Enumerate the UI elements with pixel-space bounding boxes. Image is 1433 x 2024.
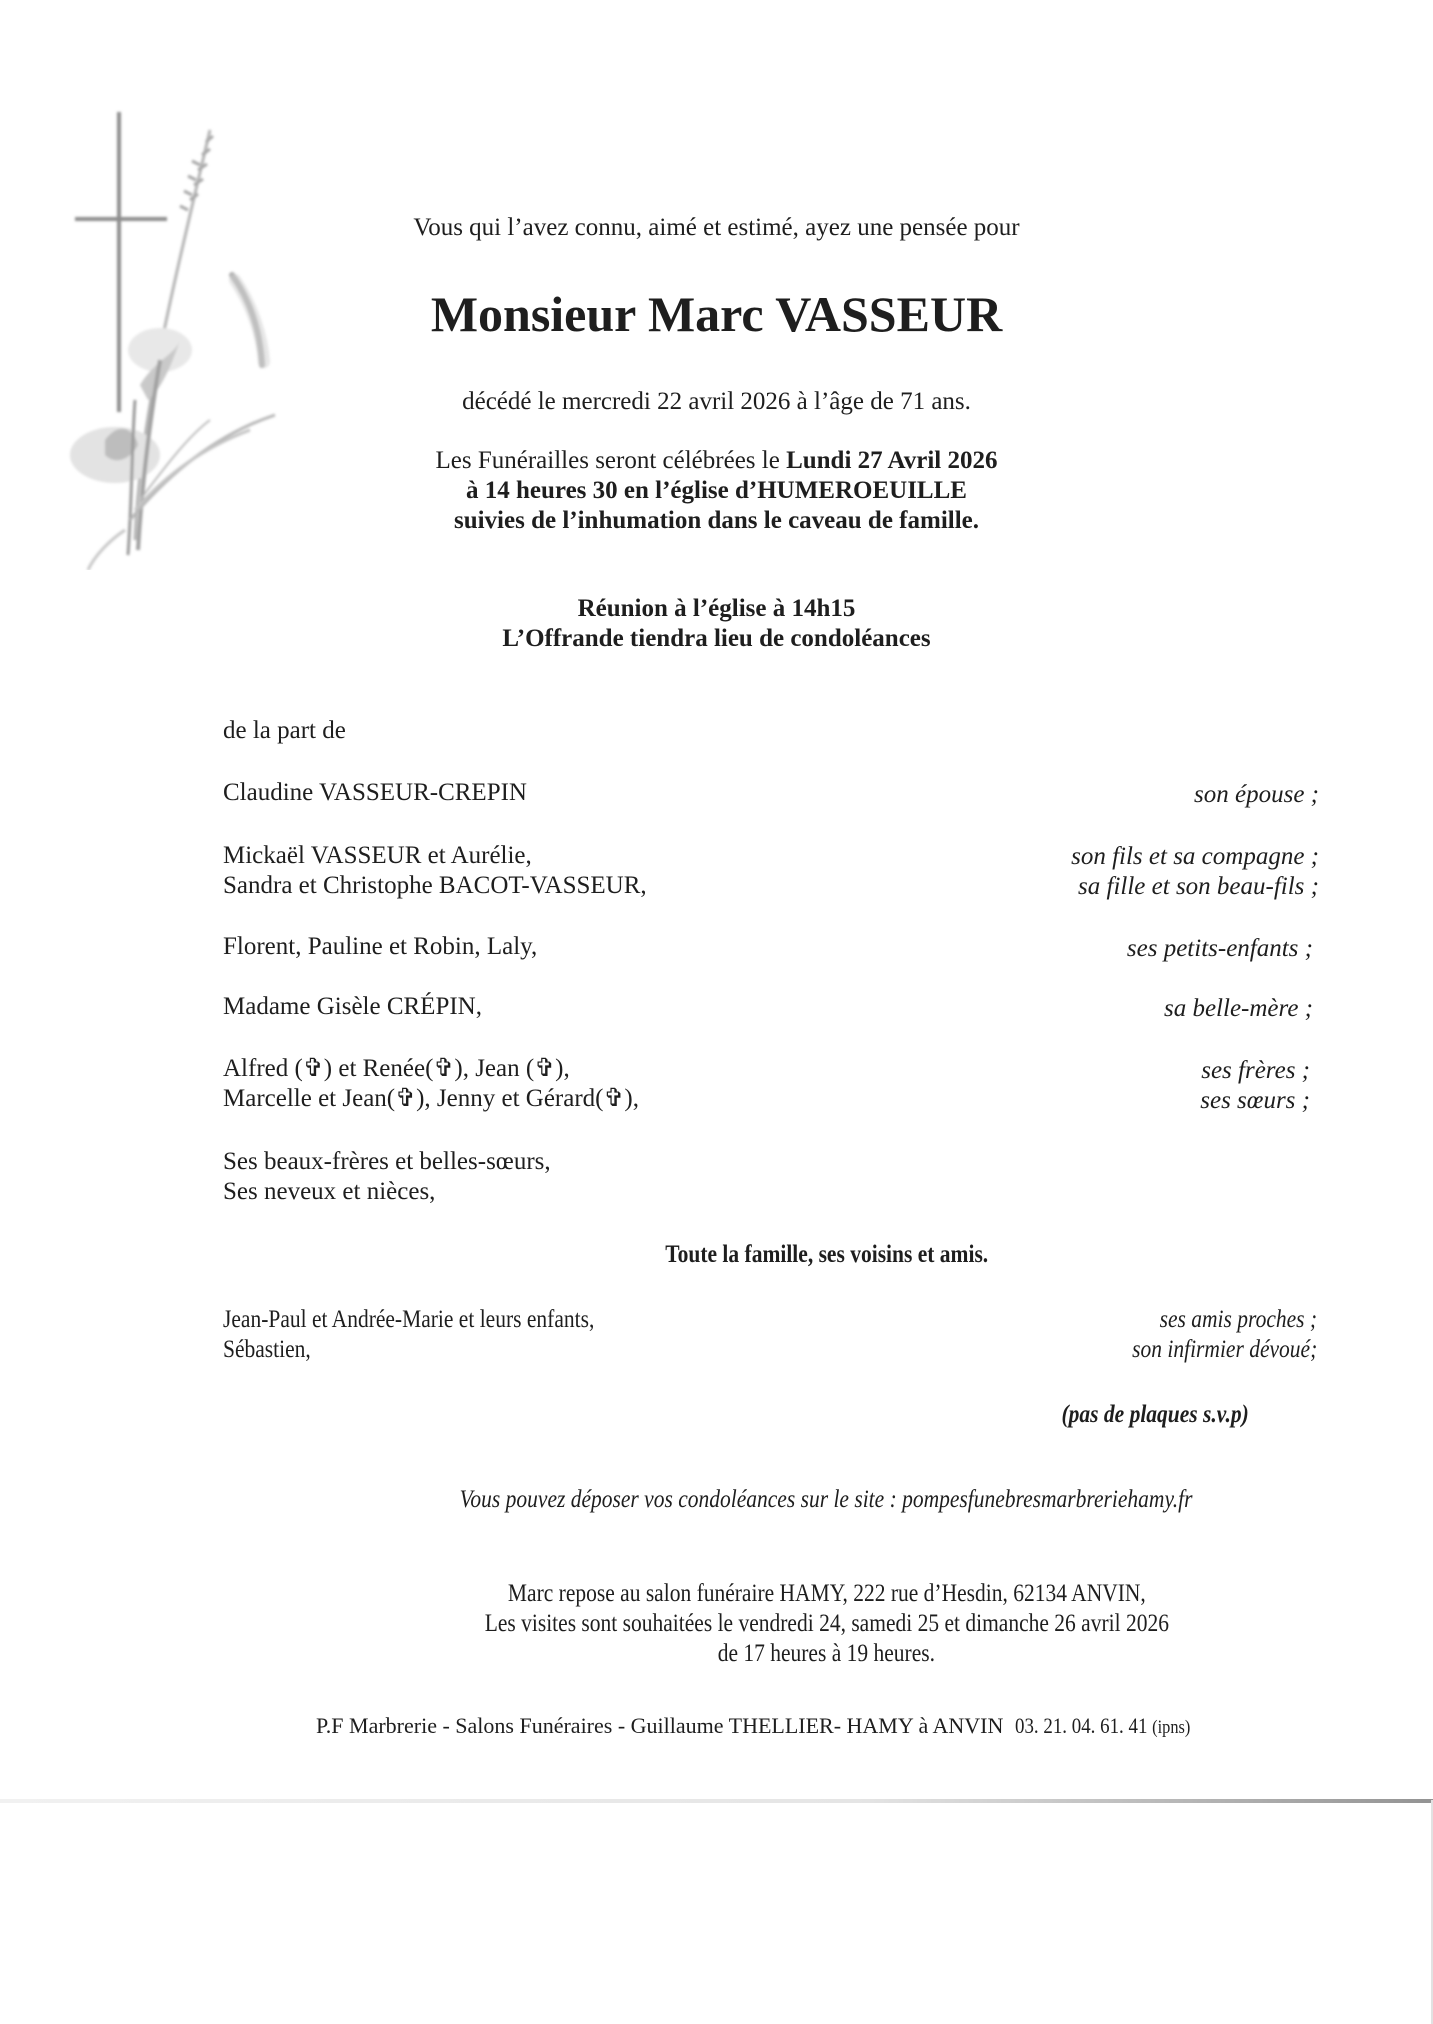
meeting-time: Réunion à l’église à 14h15 <box>577 595 856 622</box>
friend-name-text: Jean-Paul et Andrée-Marie et leurs enfants, <box>223 1306 595 1333</box>
footer-company-line <box>316 1712 1219 1742</box>
deceased-name: Monsieur Marc VASSEUR <box>430 286 1003 342</box>
footer-company: P.F Marbrerie - Salons Funéraires - Guillaume THELLIER- HAMY à ANVIN <box>316 1713 1004 1738</box>
funeral-time-place: à 14 heures 30 en l’église d’HUMEROEUILLE <box>466 477 967 504</box>
footer-phone-number: 03. 21. 04. 61. 41 <box>1014 1713 1148 1738</box>
family-name: Florent, Pauline et Robin, Laly, <box>223 933 538 960</box>
family-relation: sa belle-mère ; <box>1163 995 1313 1022</box>
page-edge-line <box>0 1799 1433 1803</box>
family-name: Claudine VASSEUR-CREPIN <box>223 779 527 806</box>
friend-relation-text: son infirmier dévoué; <box>1131 1336 1317 1363</box>
friend-name <box>223 1335 325 1365</box>
intro-text: Vous qui l’avez connu, aimé et estimé, ayez une pensée pour <box>413 214 1020 241</box>
family-name: Marcelle et Jean(✞), Jenny et Gérard(✞), <box>223 1085 640 1112</box>
friend-name-text: Sébastien, <box>223 1336 311 1363</box>
condolences-text: Vous pouvez déposer vos condoléances sur le site : pompesfunebresmarbreriehamy.fr <box>460 1486 1193 1513</box>
family-relation: ses frères ; <box>1201 1057 1310 1084</box>
no-plaques-text: (pas de plaques s.v.p) <box>1061 1401 1249 1428</box>
visit-line-1 <box>110 1579 1433 1609</box>
funeral-date-line <box>0 446 1433 476</box>
friend-relation <box>1134 1305 1317 1335</box>
all-family-text: Toute la famille, ses voisins et amis. <box>665 1241 988 1268</box>
funeral-date: Lundi 27 Avril 2026 <box>786 447 998 474</box>
funeral-intro: Les Funérailles seront célébrées le <box>435 447 787 474</box>
family-relation: ses petits-enfants ; <box>1126 935 1313 962</box>
offering-note: L’Offrande tiendra lieu de condoléances <box>502 625 931 652</box>
visit-line-2 <box>110 1609 1433 1639</box>
friend-relation-text: ses amis proches ; <box>1159 1306 1317 1333</box>
family-name: Ses beaux-frères et belles-sœurs, <box>223 1148 551 1175</box>
footer-phone <box>1015 1712 1190 1742</box>
death-notice: décédé le mercredi 22 avril 2026 à l’âge de 71 ans. <box>462 388 971 415</box>
friend-relation <box>1102 1335 1317 1365</box>
visit-text-2: Les visites sont souhaitées le vendredi 24, samedi 25 et dimanche 26 avril 2026 <box>484 1610 1169 1637</box>
family-relation: ses sœurs ; <box>1200 1087 1310 1114</box>
family-name: Madame Gisèle CRÉPIN, <box>223 993 482 1020</box>
family-intro: de la part de <box>223 717 346 744</box>
all-family-line <box>110 1240 1433 1270</box>
family-relation: sa fille et son beau-fils ; <box>1078 873 1319 900</box>
family-relation: son épouse ; <box>1194 781 1319 808</box>
condolences-note <box>110 1485 1433 1515</box>
friend-name <box>223 1305 655 1335</box>
funeral-burial: suivies de l’inhumation dans le caveau de famille. <box>453 507 980 534</box>
family-name: Sandra et Christophe BACOT-VASSEUR, <box>223 872 647 899</box>
visit-text-1: Marc repose au salon funéraire HAMY, 222 rue d’Hesdin, 62134 ANVIN, <box>507 1580 1146 1607</box>
family-name: Alfred (✞) et Renée(✞), Jean (✞), <box>223 1055 570 1082</box>
family-name: Mickaël VASSEUR et Aurélie, <box>223 842 532 869</box>
family-name: Ses neveux et nièces, <box>223 1178 436 1205</box>
visit-line-3 <box>110 1639 1433 1669</box>
family-relation: son fils et sa compagne ; <box>1071 843 1319 870</box>
no-plaques-note <box>1031 1400 1249 1430</box>
footer-note: (ipns) <box>1152 1717 1191 1738</box>
visit-text-3: de 17 heures à 19 heures. <box>717 1640 936 1667</box>
